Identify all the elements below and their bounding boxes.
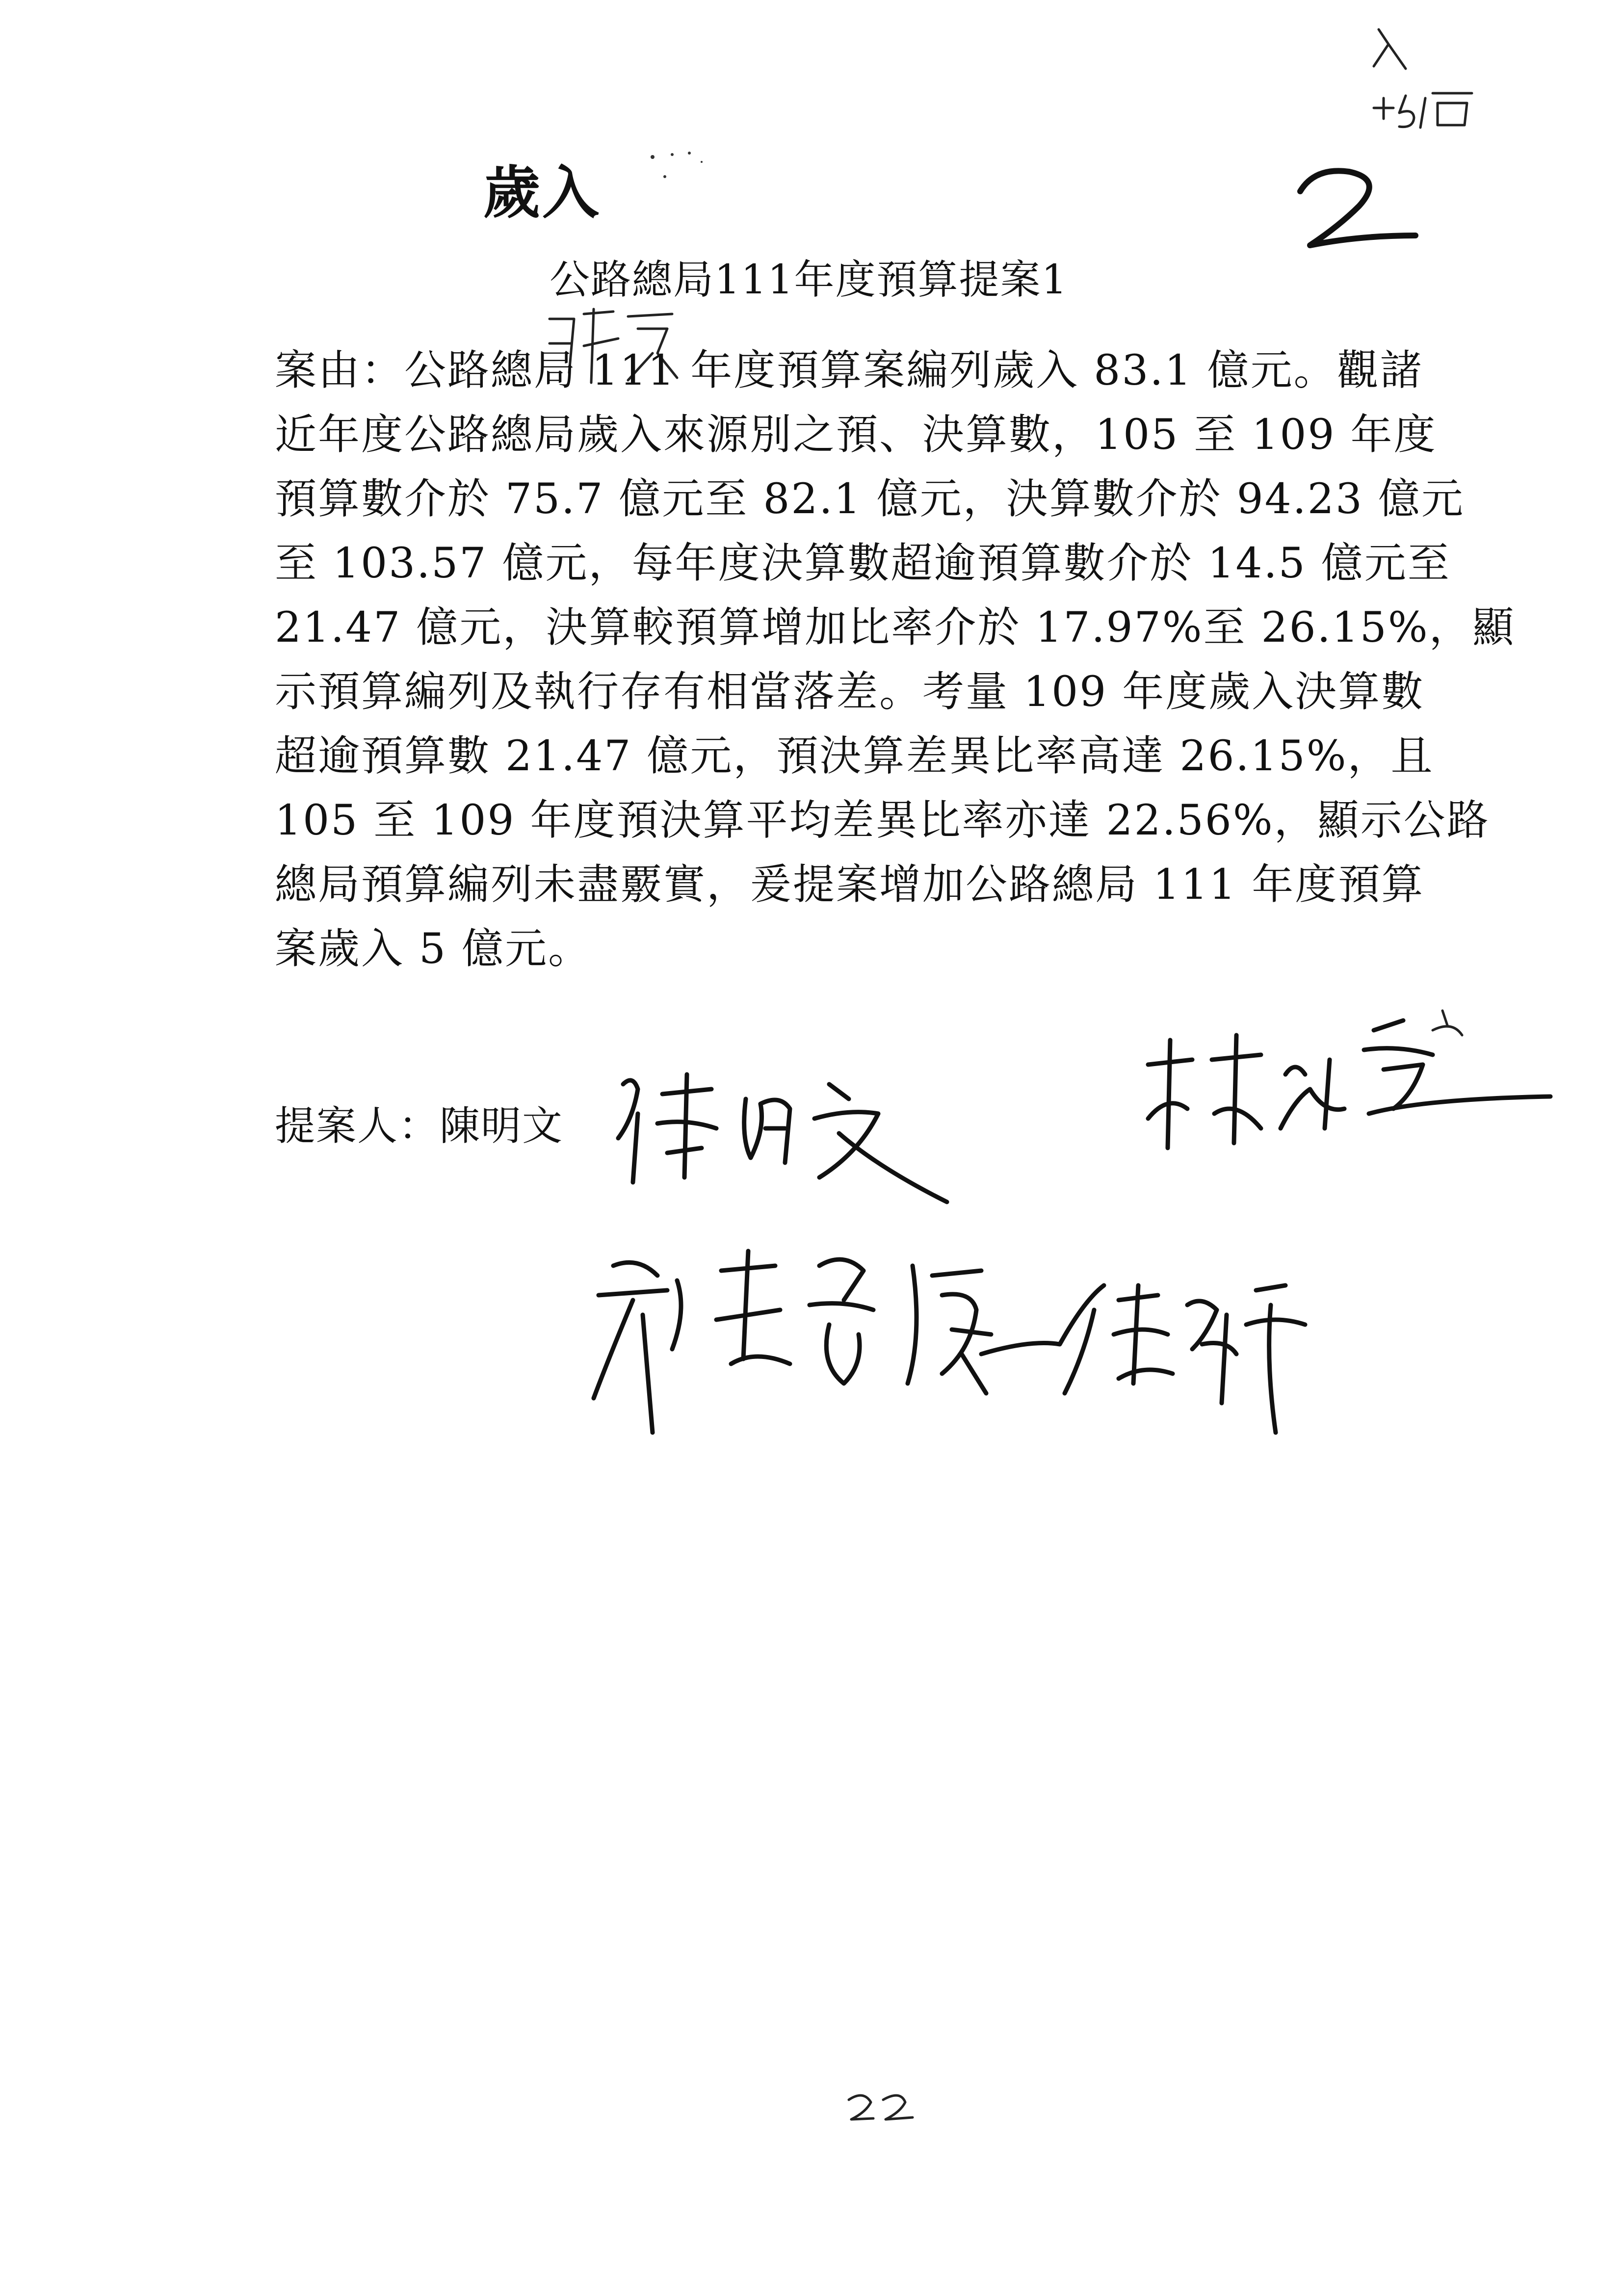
handwritten-page-mark [844, 2085, 922, 2129]
body-line: 總局預算編列未盡覈實，爰提案增加公路總局 111 年度預算 [275, 861, 1425, 909]
body-line: 示預算編列及執行存有相當落差。考量 109 年度歲入決算數 [275, 668, 1425, 716]
body-paragraph [275, 339, 1516, 981]
body-line: 至 103.57 億元，每年度決算數超逾預算數介於 14.5 億元至 [275, 539, 1451, 588]
proposer-label: 提案人：陳明文 [275, 1103, 564, 1149]
handwritten-corner-note [1369, 78, 1477, 137]
body-line: 超逾預算數 21.47 億元，預決算差異比率高達 26.15%，且 [275, 732, 1434, 781]
signature [1119, 1001, 1560, 1163]
signature [971, 1256, 1325, 1442]
scan-specks [643, 142, 731, 201]
section-heading: 歲入 [483, 160, 601, 226]
body-line: 預算數介於 75.7 億元至 82.1 億元，決算數介於 94.23 億元 [275, 475, 1465, 523]
handwritten-corner-mark [1359, 20, 1418, 83]
handwritten-number-mark [1285, 162, 1423, 260]
signature [569, 1236, 1011, 1472]
body-line: 105 至 109 年度預決算平均差異比率亦達 22.56%，顯示公路 [275, 796, 1490, 845]
body-line: 21.47 億元，決算較預算增加比率介於 17.97%至 26.15%，顯 [275, 603, 1516, 652]
body-line: 案由：公路總局 111 年度預算案編列歲入 83.1 億元。觀諸 [275, 346, 1423, 395]
signature [603, 1055, 976, 1217]
document-title: 公路總局111年度預算提案1 [550, 257, 1068, 303]
body-line: 案歲入 5 億元。 [275, 925, 592, 973]
body-line: 近年度公路總局歲入來源別之預、決算數，105 至 109 年度 [275, 411, 1437, 459]
